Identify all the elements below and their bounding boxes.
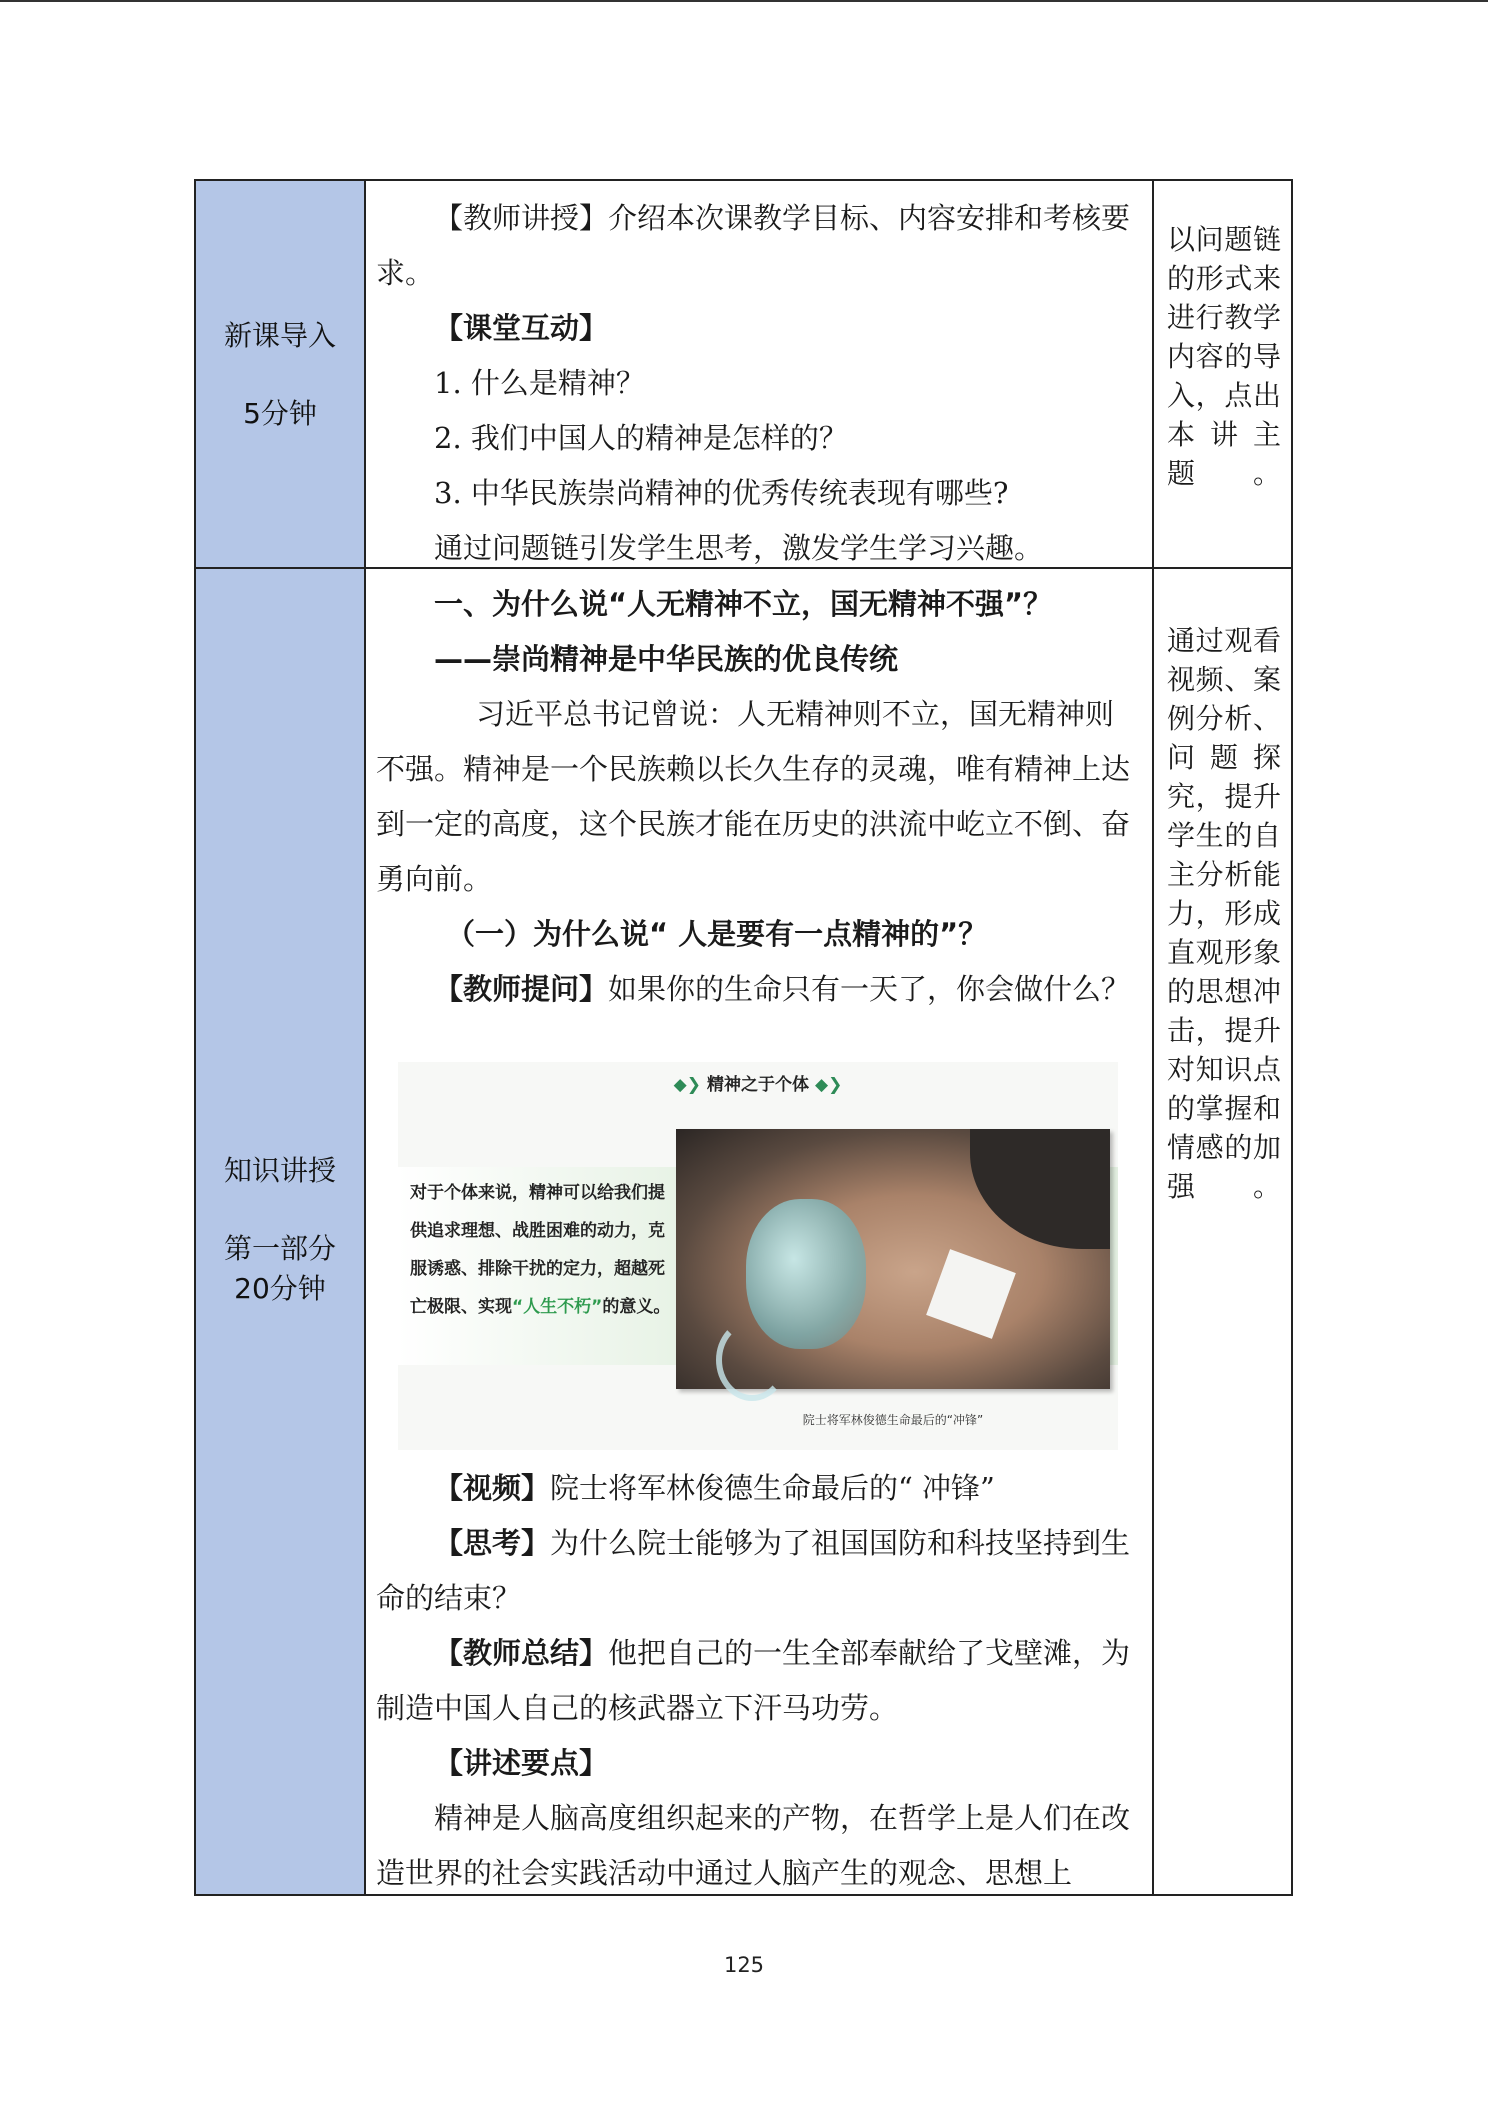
intro-paragraph: 习近平总书记曾说：人无精神则不立，国无精神则不强。精神是一个民族赖以长久生存的灵魂，唯有精神上达到一定的高度，这个民族才能在历史的洪流中屹立不倒、奋勇向前。	[376, 697, 1131, 896]
lecture-content-top	[376, 577, 1140, 1017]
stage-duration: 5分钟	[243, 397, 317, 430]
content-cell	[366, 181, 1154, 567]
video-label: 【视频】	[434, 1471, 551, 1505]
note-cell	[1154, 181, 1291, 567]
intro-content	[376, 191, 1140, 576]
teacher-question	[376, 962, 1140, 1017]
stage-part: 第一部分	[223, 1232, 336, 1265]
design-note: 通过观看视频、案例分析、问题探究，提升学生的自主分析能力，形成直观形象的思想冲击，提升对知识点的掌握和情感的加强。	[1167, 624, 1281, 1203]
summary-line	[376, 1626, 1140, 1736]
summary-label: 【教师总结】	[434, 1636, 609, 1670]
figure-highlight: “人生不朽”	[512, 1297, 603, 1317]
intro-summary: 通过问题链引发学生思考，激发学生学习兴趣。	[434, 531, 1044, 565]
page-top-border	[0, 0, 1488, 2]
class-interaction-heading: 【课堂互动】	[434, 311, 609, 345]
figure-body-end: 的意义。	[602, 1297, 671, 1317]
question-item-1: 1. 什么是精神？	[434, 366, 645, 400]
subsection-heading: （一）为什么说“ 人是要有一点精神的”？	[446, 917, 988, 951]
design-note: 以问题链的形式来进行教学内容的导入，点出本讲主题。	[1167, 223, 1281, 490]
stage-duration: 20分钟	[234, 1272, 326, 1305]
question-item-2: 2. 我们中国人的精神是怎样的？	[434, 421, 848, 455]
figure-body-text: 对于个体来说，精神可以给我们提供追求理想、战胜困难的动力，克服诱惑、排除干扰的定力，超越死亡极限、实现	[410, 1183, 665, 1317]
patient-photo	[676, 1129, 1110, 1389]
lesson-plan-table	[194, 179, 1293, 1896]
stage-cell	[196, 181, 366, 567]
figure-caption: 院士将军林俊德生命最后的“冲锋”	[802, 1413, 984, 1427]
think-label: 【思考】	[434, 1526, 551, 1560]
video-line	[376, 1461, 1140, 1516]
stage-cell	[196, 569, 366, 1894]
stage-name: 新课导入	[223, 319, 336, 352]
lecture-content-bottom	[376, 1461, 1140, 1901]
stage-label	[196, 1151, 364, 1309]
stage-label	[196, 316, 364, 434]
table-row-lecture	[196, 569, 1291, 1894]
key-points-heading: 【讲述要点】	[434, 1746, 609, 1780]
section-subtitle: ——崇尚精神是中华民族的优良传统	[434, 642, 899, 676]
stage-name: 知识讲授	[223, 1154, 336, 1187]
question-item-3: 3. 中华民族崇尚精神的优秀传统表现有哪些?	[434, 476, 1009, 510]
figure-text	[410, 1174, 678, 1326]
key-points-text: 精神是人脑高度组织起来的产物，在哲学上是人们在改造世界的社会实践活动中通过人脑产生的观念、思想上	[376, 1801, 1131, 1890]
video-text: 院士将军林俊德生命最后的“ 冲锋”	[550, 1471, 995, 1505]
figure-title	[398, 1070, 1118, 1095]
section-heading: 一、为什么说“人无精神不立，国无精神不强”？	[434, 587, 1053, 621]
summary-text: 他把自己的一生全部奉献给了戈壁滩，为制造中国人自己的核武器立下汗马功劳。	[376, 1636, 1131, 1725]
teacher-lecture-text: 【教师讲授】介绍本次课教学目标、内容安排和考核要求。	[376, 201, 1131, 290]
arrow-icon: ◆❯	[673, 1075, 701, 1095]
slide-figure	[398, 1062, 1118, 1450]
arrow-icon: ◆❯	[815, 1075, 843, 1095]
note-cell	[1154, 569, 1291, 1894]
page-number: 125	[723, 1953, 765, 1977]
think-text: 为什么院士能够为了祖国国防和科技坚持到生命的结束？	[376, 1526, 1131, 1615]
think-line	[376, 1516, 1140, 1626]
question-label: 【教师提问】	[434, 972, 609, 1006]
content-cell	[366, 569, 1154, 1894]
table-row-intro	[196, 181, 1291, 569]
question-text: 如果你的生命只有一天了，你会做什么？	[608, 972, 1131, 1006]
figure-title-text: 精神之于个体	[707, 1075, 809, 1095]
